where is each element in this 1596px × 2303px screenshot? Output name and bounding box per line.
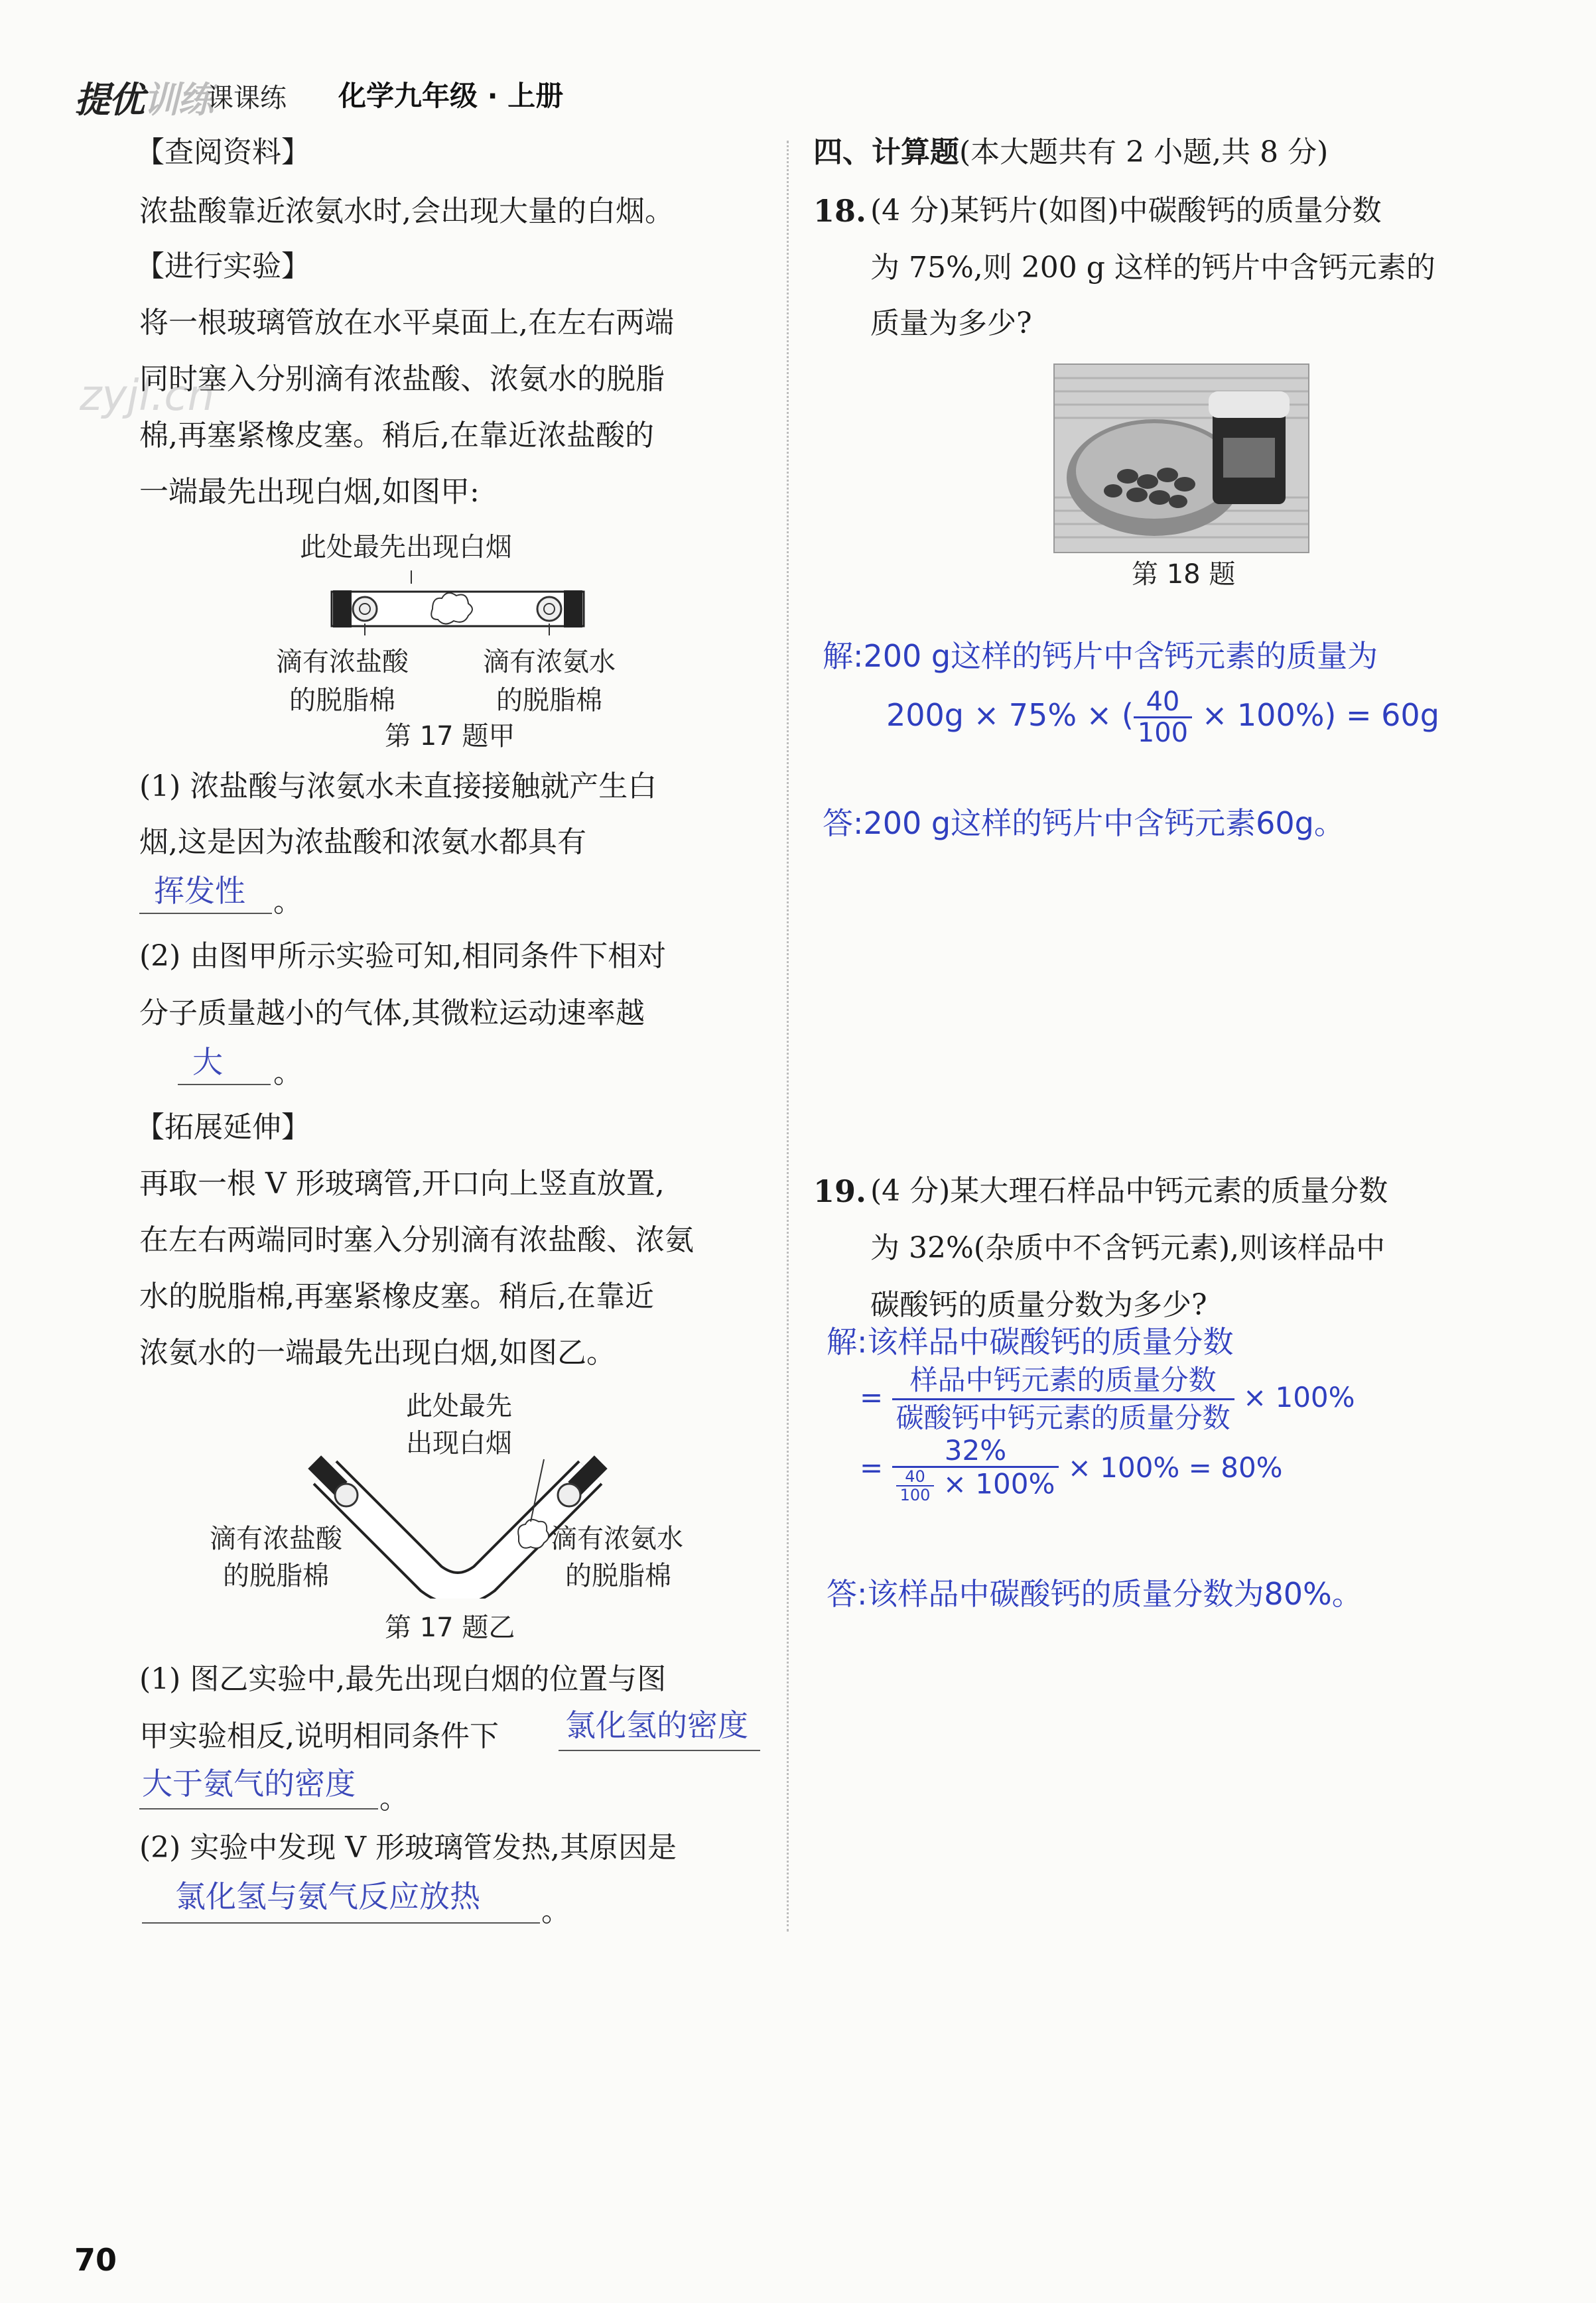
q2-line-2: 分子质量越小的气体,其微粒运动速率越: [139, 996, 645, 1030]
answer-1-end: 。: [273, 885, 302, 919]
q3-line-1: (1) 图乙实验中,最先出现白烟的位置与图: [139, 1662, 667, 1696]
q18-final-answer: 答:200 g这样的钙片中含钙元素60g。: [823, 805, 1345, 841]
fig2-right-label-1: 滴有浓氨水: [551, 1524, 683, 1554]
section-calculation: 四、计算题(本大题共有 2 小题,共 8 分): [813, 135, 1329, 169]
answer-4: 氯化氢与氨气反应放热: [175, 1878, 480, 1914]
q19-solution-step-1: = $\frac{\text{样品中钙元素的质量分数}}{\text{碳酸钙中钙元素的质量分数}}$ × 100%: [860, 1364, 1355, 1434]
q19-line-1: (4 分)某大理石样品中钙元素的质量分数: [870, 1174, 1388, 1208]
q1-line-2: 烟,这是因为浓盐酸和浓氨水都具有: [139, 825, 586, 859]
q19-line-3: 碳酸钙的质量分数为多少?: [870, 1288, 1207, 1322]
fig1-left-label-1: 滴有浓盐酸: [276, 647, 409, 677]
book-title: 化学九年级 · 上册: [338, 80, 564, 112]
answer-1-line: [139, 913, 272, 914]
answer-3-end: 。: [379, 1782, 409, 1815]
fig1-right-label-2: 的脱脂棉: [496, 685, 602, 716]
extension-line-3: 水的脱脂棉,再塞紧橡皮塞。稍后,在靠近: [139, 1280, 654, 1313]
answer-3-underline-1: [559, 1750, 760, 1751]
answer-4-end: 。: [541, 1894, 570, 1928]
q18-solution-formula: 200g × 75% × ( $\frac{40}{100}$ × 100%) = 60g: [886, 687, 1439, 748]
q18-solution-line-1: 解:200 g这样的钙片中含钙元素的质量为: [823, 638, 1378, 674]
experiment-line-2: 同时塞入分别滴有浓盐酸、浓氨水的脱脂: [139, 362, 665, 396]
q1-line-1: (1) 浓盐酸与浓氨水未直接接触就产生白: [139, 769, 657, 803]
reference-text: 浓盐酸靠近浓氨水时,会出现大量的白烟。: [139, 194, 674, 228]
answer-1: 挥发性: [154, 873, 245, 909]
fig2-top-label-1: 此处最先: [406, 1391, 512, 1421]
q19-number: 19.: [813, 1173, 867, 1209]
extension-line-4: 浓氨水的一端最先出现白烟,如图乙。: [139, 1336, 616, 1370]
q18-line-2: 为 75%,则 200 g 这样的钙片中含钙元素的: [870, 251, 1435, 285]
experiment-line-3: 棉,再塞紧橡皮塞。稍后,在靠近浓盐酸的: [139, 419, 654, 452]
answer-3-line-1: 氯化氢的密度: [565, 1707, 748, 1743]
fig2-top-label-2: 出现白烟: [406, 1428, 512, 1459]
q19-line-2: 为 32%(杂质中不含钙元素),则该样品中: [870, 1231, 1386, 1265]
watermark: zyjl.cn: [80, 371, 215, 421]
answer-4-line: [142, 1922, 540, 1924]
q18-number: 18.: [813, 193, 867, 229]
extension-line-2: 在左右两端同时塞入分别滴有浓盐酸、浓氨: [139, 1223, 694, 1257]
fig2-left-label-1: 滴有浓盐酸: [210, 1524, 342, 1554]
answer-2-end: 。: [273, 1056, 302, 1090]
photo-image: [1055, 365, 1308, 552]
fig1-caption: 第 17 题甲: [385, 721, 515, 752]
section-reference: 【查阅资料】: [135, 135, 310, 169]
answer-3-underline-2: [139, 1808, 378, 1810]
q19-final-answer: 答:该样品中碳酸钙的质量分数为80%。: [827, 1576, 1363, 1612]
series-name: 课课练: [207, 83, 287, 113]
q18-figure-caption: 第 18 题: [1132, 559, 1236, 590]
q2-line-1: (2) 由图甲所示实验可知,相同条件下相对: [139, 939, 667, 973]
extension-line-1: 再取一根 V 形玻璃管,开口向上竖直放置,: [139, 1167, 665, 1201]
experiment-line-4: 一端最先出现白烟,如图甲:: [139, 475, 480, 509]
section-extension: 【拓展延伸】: [135, 1110, 310, 1144]
column-divider: [787, 141, 789, 1932]
q3-line-2: 甲实验相反,说明相同条件下: [139, 1719, 499, 1753]
fig2-caption: 第 17 题乙: [385, 1612, 515, 1643]
answer-2-line: [178, 1084, 271, 1085]
q19-solution-line-1: 解:该样品中碳酸钙的质量分数: [827, 1324, 1234, 1360]
q18-line-3: 质量为多少?: [870, 306, 1032, 340]
section-experiment: 【进行实验】: [135, 249, 310, 283]
q18-line-1: (4 分)某钙片(如图)中碳酸钙的质量分数: [870, 194, 1382, 228]
straight-tube-diagram: [318, 570, 597, 637]
page-number: 70: [74, 2242, 117, 2278]
fig2-left-label-2: 的脱脂棉: [223, 1561, 329, 1591]
q4-line: (2) 实验中发现 V 形玻璃管发热,其原因是: [139, 1831, 677, 1865]
answer-3-line-2: 大于氨气的密度: [142, 1766, 356, 1802]
q19-solution-step-2: = 32% $\frac{40}{100}$ × 100% × 100% = 80%: [860, 1434, 1283, 1504]
fig2-right-label-2: 的脱脂棉: [565, 1561, 671, 1591]
answer-2: 大: [192, 1044, 223, 1080]
brand-logo: 提优训练: [74, 79, 212, 121]
fig1-left-label-2: 的脱脂棉: [289, 685, 395, 716]
fig1-top-label: 此处最先出现白烟: [300, 532, 512, 562]
calcium-tablet-photo: [1053, 363, 1309, 553]
fig1-right-label-1: 滴有浓氨水: [483, 647, 616, 677]
experiment-line-1: 将一根玻璃管放在水平桌面上,在左右两端: [139, 306, 674, 340]
